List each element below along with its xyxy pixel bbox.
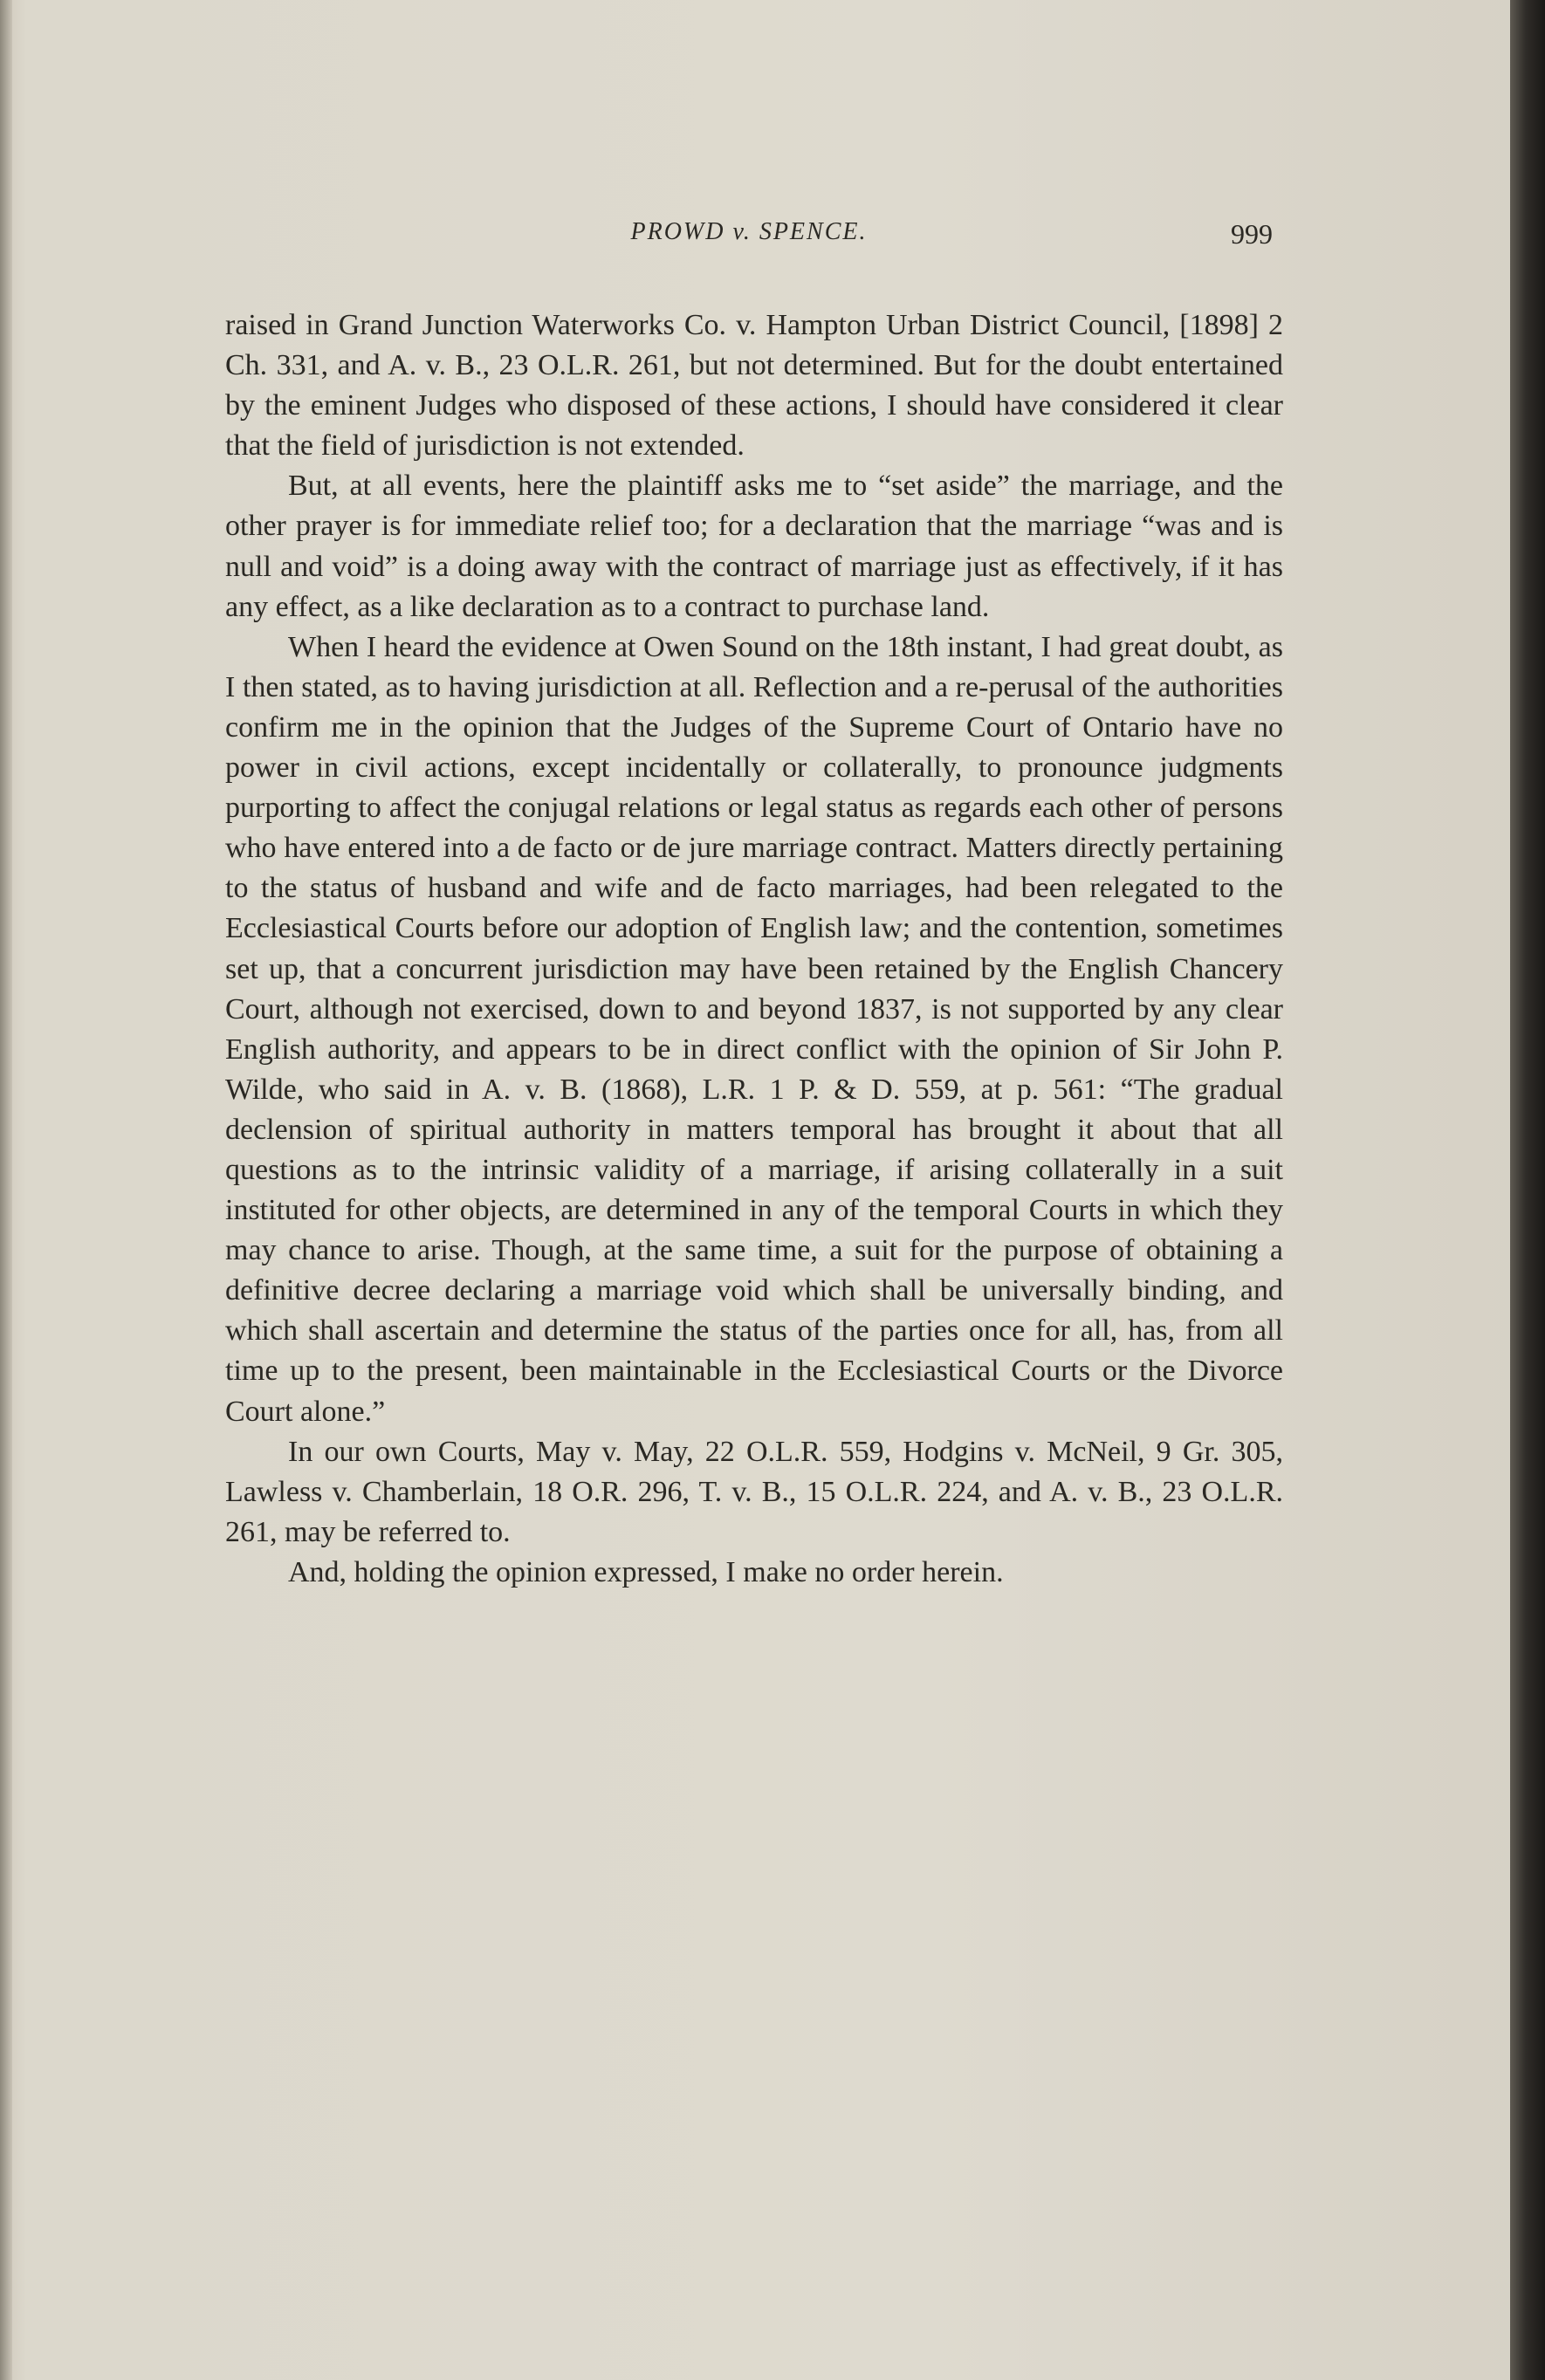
page-edge-shadow xyxy=(1510,0,1545,2380)
paragraph-3: When I heard the evidence at Owen Sound on the 18th instant, I had great doubt, as I then stated, as to having jurisdiction at all. Reflection and a re-perusal of the authorities confirm me in the opinion that the Judges of the Supreme Court of Ontario have no power in civil actions, except incidentally or collaterally, to pronounce judgments purporting to affect the conjugal relations or legal status as regards each other of persons who have entered into a de facto or de jure marriage contract. Matters directly pertaining to the status of husband and wife and de facto marriages, had been relegated to the Ecclesiastical Courts before our adoption of English law; and the contention, sometimes set up, that a concurrent jurisdiction may have been retained by the English Chancery Court, although not exercised, down to and beyond 1837, is not supported by any clear English authority, and appears to be in direct conflict with the opinion of Sir John P. Wilde, who said in A. v. B. (1868), L.R. 1 P. & D. 559, at p. 561: “The gradual declension of spiritual authority in matters temporal has brought it about that all questions as to the intrinsic validity of a marriage, if arising collaterally in a suit instituted for other objects, are determined in any of the temporal Courts in which they may chance to arise. Though, at the same time, a suit for the purpose of obtaining a definitive decree declaring a marriage void which shall be universally binding, and which shall ascertain and determine the status of the parties once for all, has, from all time up to the present, been maintainable in the Ecclesiastical Courts or the Divorce Court alone.” xyxy=(225,630,1283,1428)
binding-edge xyxy=(0,0,12,2380)
running-title: PROWD v. SPENCE. xyxy=(630,218,868,245)
paragraph-5: And, holding the opinion expressed, I make no order herein. xyxy=(288,1555,1004,1588)
paragraph-2: But, at all events, here the plaintiff asks me to “set aside” the marriage, and the other prayer is for immediate relief too; for a declaration that the marriage “was and is null and void” is a doing away with the contract of marriage just as effectively, if it has any effect, as a like declaration as to a contract to purchase land. xyxy=(225,470,1283,623)
running-header xyxy=(225,218,1273,262)
body-text xyxy=(225,305,1283,1593)
page-number: 999 xyxy=(1231,218,1273,250)
paragraph-4: In our own Courts, May v. May, 22 O.L.R. 559, Hodgins v. McNeil, 9 Gr. 305, Lawless v. Chamberlain, 18 O.R. 296, T. v. B., 15 O.L.R. 224, and A. v. B., 23 O.L.R. 261, may be referred to. xyxy=(225,1435,1283,1548)
paragraph-1: raised in Grand Junction Waterworks Co. v. Hampton Urban District Council, [1898] 2 Ch. 331, and A. v. B., 23 O.L.R. 261, but not determined. But for the doubt entertained by the eminent Judges who disposed of these actions, I should have considered it clear that the field of jurisdiction is not extended. xyxy=(225,309,1283,463)
